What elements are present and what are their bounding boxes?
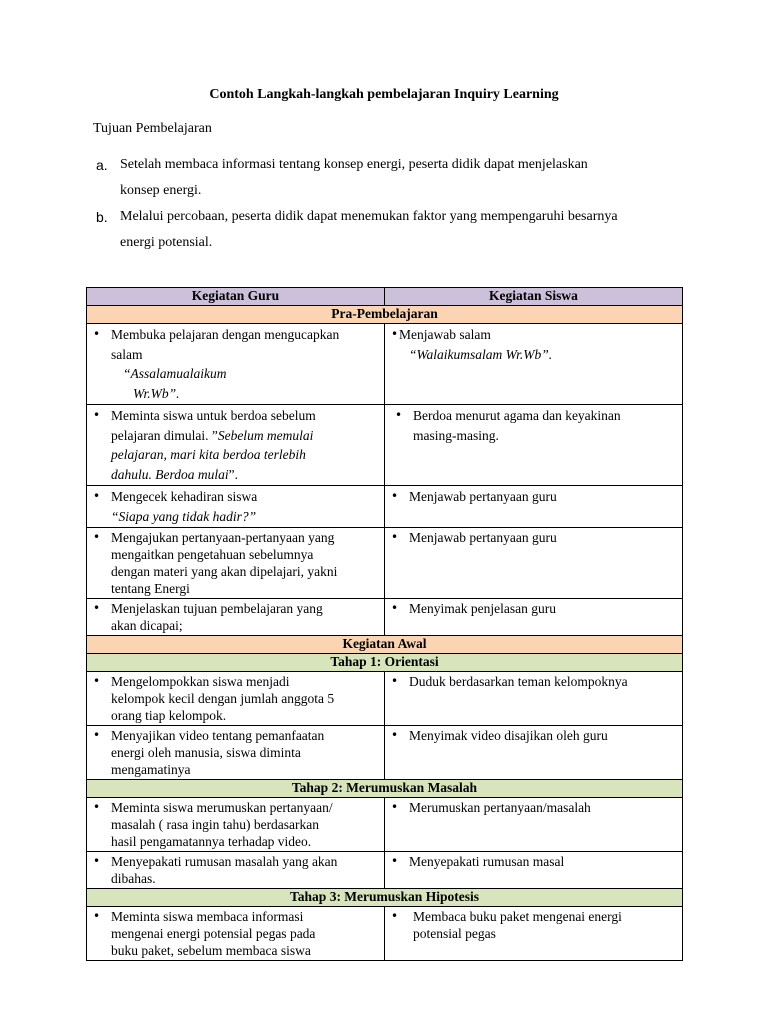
cell-line: mengenai energi potensial pegas pada bbox=[111, 926, 316, 941]
table-row bbox=[87, 672, 683, 726]
table-row bbox=[87, 486, 683, 528]
page-title: Contoh Langkah-langkah pembelajaran Inquiry Learning bbox=[209, 87, 559, 102]
guru-cell bbox=[87, 852, 385, 889]
header-siswa: Kegiatan Siswa bbox=[385, 288, 683, 306]
bullet-icon: • bbox=[93, 601, 101, 615]
siswa-cell bbox=[385, 672, 683, 726]
guru-cell bbox=[87, 405, 385, 486]
cell-line: dengan materi yang akan dipelajari, yakni bbox=[111, 564, 338, 579]
siswa-cell bbox=[385, 599, 683, 636]
bullet-icon: • bbox=[391, 530, 399, 544]
section-tahap-3: Tahap 3: Merumuskan Hipotesis bbox=[87, 889, 683, 907]
cell-line: Meminta siswa untuk berdoa sebelum bbox=[111, 408, 316, 423]
cell-line: Duduk berdasarkan teman kelompoknya bbox=[409, 674, 628, 689]
bullet-icon: • bbox=[391, 909, 399, 923]
bullet-icon: • bbox=[391, 489, 399, 503]
guru-cell bbox=[87, 599, 385, 636]
cell-line: Membuka pelajaran dengan mengucapkan bbox=[111, 327, 340, 342]
guru-cell bbox=[87, 528, 385, 599]
objective-line: energi potensial. bbox=[120, 235, 213, 250]
cell-line: Mengecek kehadiran siswa bbox=[111, 489, 258, 504]
cell-line: Menyajikan video tentang pemanfaatan bbox=[111, 728, 325, 743]
cell-line: Wr.Wb”. bbox=[133, 385, 180, 401]
cell-line: Menjawab pertanyaan guru bbox=[409, 530, 557, 545]
list-marker: b. bbox=[96, 209, 108, 225]
bullet-icon: • bbox=[391, 800, 399, 814]
cell-line: “Assalamualaikum bbox=[123, 366, 227, 381]
table-row bbox=[87, 852, 683, 889]
cell-line: salam bbox=[111, 346, 143, 362]
cell-line: masalah ( rasa ingin tahu) berdasarkan bbox=[111, 817, 320, 832]
cell-line: Berdoa menurut agama dan keyakinan bbox=[413, 408, 621, 423]
cell-line: Menjawab salam bbox=[399, 327, 491, 342]
table-row bbox=[87, 907, 683, 961]
bullet-icon: • bbox=[93, 530, 101, 544]
table-row bbox=[87, 528, 683, 599]
bullet-icon: • bbox=[391, 601, 399, 615]
bullet-icon: • bbox=[391, 327, 399, 341]
cell-line: potensial pegas bbox=[413, 926, 496, 941]
bullet-icon: • bbox=[93, 854, 101, 868]
cell-line: masing-masing. bbox=[413, 427, 499, 443]
cell-line: hasil pengamatannya terhadap video. bbox=[111, 834, 312, 849]
cell-line: mengamatinya bbox=[111, 762, 191, 777]
cell-line: Membaca buku paket mengenai energi bbox=[413, 909, 622, 924]
bullet-icon: • bbox=[93, 728, 101, 742]
guru-cell bbox=[87, 486, 385, 528]
siswa-cell bbox=[385, 324, 683, 405]
cell-line: kelompok kecil dengan jumlah anggota 5 bbox=[111, 691, 335, 706]
cell-line: akan dicapai; bbox=[111, 618, 183, 633]
cell-line: “Walaikumsalam Wr.Wb”. bbox=[409, 346, 553, 362]
objectives-heading: Tujuan Pembelajaran bbox=[93, 121, 212, 136]
bullet-icon: • bbox=[391, 854, 399, 868]
cell-line: tentang Energi bbox=[111, 581, 190, 596]
cell-line: mengaitkan pengetahuan sebelumnya bbox=[111, 547, 314, 562]
bullet-icon: • bbox=[391, 674, 399, 688]
objective-line: konsep energi. bbox=[120, 183, 202, 198]
cell-line: Mengelompokkan siswa menjadi bbox=[111, 674, 290, 689]
table-row bbox=[87, 324, 683, 405]
cell-line: Meminta siswa membaca informasi bbox=[111, 909, 304, 924]
siswa-cell bbox=[385, 852, 683, 889]
cell-line: Menyepakati rumusan masalah yang akan bbox=[111, 854, 338, 869]
section-pra-pembelajaran: Pra-Pembelajaran bbox=[87, 306, 683, 324]
guru-cell bbox=[87, 798, 385, 852]
cell-line: dahulu. Berdoa mulai”. bbox=[111, 466, 238, 482]
cell-line: Merumuskan pertanyaan/masalah bbox=[409, 800, 591, 815]
objective-item bbox=[96, 204, 686, 256]
siswa-cell bbox=[385, 486, 683, 528]
table-header-row bbox=[87, 288, 683, 306]
objective-line: Setelah membaca informasi tentang konsep energi, peserta didik dapat menjelaskan bbox=[120, 157, 588, 172]
bullet-icon: • bbox=[93, 327, 101, 341]
guru-cell bbox=[87, 907, 385, 961]
bullet-icon: • bbox=[391, 728, 399, 742]
cell-line: Menyepakati rumusan masal bbox=[409, 854, 565, 869]
activity-table bbox=[86, 287, 683, 961]
list-marker: a. bbox=[96, 157, 108, 173]
siswa-cell bbox=[385, 528, 683, 599]
cell-line: “Siapa yang tidak hadir?” bbox=[111, 508, 257, 524]
cell-line: Meminta siswa merumuskan pertanyaan/ bbox=[111, 800, 333, 815]
bullet-icon: • bbox=[395, 408, 403, 422]
cell-line: Menyimak video disajikan oleh guru bbox=[409, 728, 608, 743]
table-row bbox=[87, 599, 683, 636]
section-kegiatan-awal: Kegiatan Awal bbox=[87, 636, 683, 654]
bullet-icon: • bbox=[93, 800, 101, 814]
cell-line: orang tiap kelompok. bbox=[111, 708, 227, 723]
guru-cell bbox=[87, 324, 385, 405]
section-tahap-2: Tahap 2: Merumuskan Masalah bbox=[87, 780, 683, 798]
siswa-cell bbox=[385, 907, 683, 961]
bullet-icon: • bbox=[93, 674, 101, 688]
header-guru: Kegiatan Guru bbox=[87, 288, 385, 306]
table-row bbox=[87, 726, 683, 780]
cell-line: energi oleh manusia, siswa diminta bbox=[111, 745, 301, 760]
guru-cell bbox=[87, 672, 385, 726]
section-tahap-1: Tahap 1: Orientasi bbox=[87, 654, 683, 672]
siswa-cell bbox=[385, 726, 683, 780]
bullet-icon: • bbox=[93, 489, 101, 503]
objective-item bbox=[96, 152, 686, 204]
cell-line: dibahas. bbox=[111, 871, 156, 886]
cell-line: Menyimak penjelasan guru bbox=[409, 601, 556, 616]
cell-line: Menjawab pertanyaan guru bbox=[409, 489, 557, 504]
bullet-icon: • bbox=[93, 909, 101, 923]
table-row bbox=[87, 405, 683, 486]
guru-cell bbox=[87, 726, 385, 780]
cell-line: pelajaran dimulai. ”Sebelum memulai bbox=[111, 427, 314, 443]
cell-line: Mengajukan pertanyaan-pertanyaan yang bbox=[111, 530, 335, 545]
cell-line: pelajaran, mari kita berdoa terlebih bbox=[111, 447, 306, 462]
siswa-cell bbox=[385, 405, 683, 486]
table-row bbox=[87, 798, 683, 852]
bullet-icon: • bbox=[93, 408, 101, 422]
objective-line: Melalui percobaan, peserta didik dapat menemukan faktor yang mempengaruhi besarnya bbox=[120, 209, 618, 224]
cell-line: buku paket, sebelum membaca siswa bbox=[111, 943, 311, 958]
objectives-list bbox=[96, 152, 686, 256]
cell-line: Menjelaskan tujuan pembelajaran yang bbox=[111, 601, 323, 616]
siswa-cell bbox=[385, 798, 683, 852]
